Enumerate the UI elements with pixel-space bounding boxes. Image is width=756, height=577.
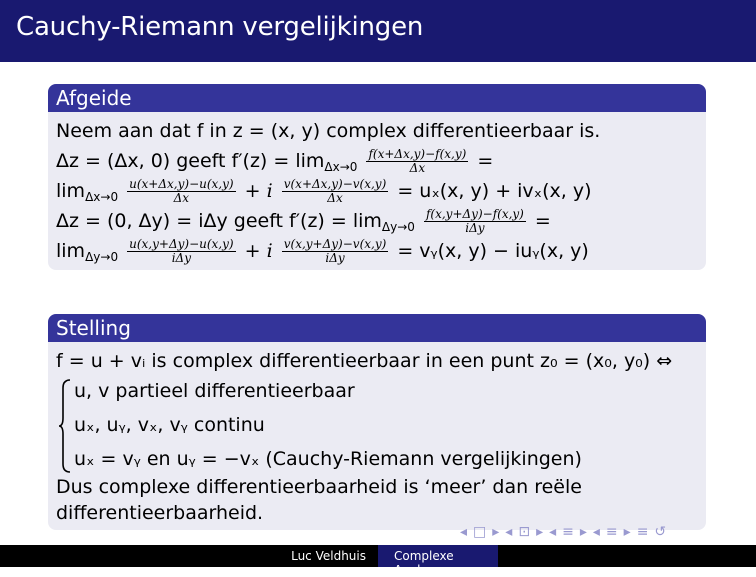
nav-next-doc-icon[interactable]: ▸ [623, 524, 631, 540]
fraction-b-den: Δx [173, 191, 190, 205]
stelling-line-3: differentieerbaarheid. [56, 502, 264, 524]
fraction-f-den: iΔy [325, 251, 345, 265]
nav-next-frame-icon[interactable]: ▸ [492, 524, 500, 540]
line3-result: = uₓ(x, y) + ivₓ(x, y) [397, 180, 592, 202]
block-stelling [48, 314, 706, 530]
case-3: uₓ = vᵧ en uᵧ = −vₓ (Cauchy-Riemann vergelijkingen) [74, 448, 582, 470]
nav-doc-icon[interactable]: ≡ [605, 524, 618, 540]
equals-sign: = [477, 150, 494, 172]
nav-subsection-icon[interactable]: ⊡ [518, 524, 531, 540]
case-2: uₓ, uᵧ, vₓ, vᵧ continu [74, 414, 265, 436]
line5-result: = vᵧ(x, y) − iuᵧ(x, y) [397, 240, 589, 262]
fraction-e [127, 238, 235, 265]
beamer-navigation-bar [460, 521, 666, 543]
block-body-stelling [48, 342, 706, 530]
afgeide-line-2 [56, 146, 698, 176]
fraction-d-num: f(x,y+Δy)−f(x,y) [425, 207, 524, 221]
nav-prev-frame-icon[interactable]: ◂ [460, 524, 468, 540]
block-title-afgeide: Afgeide [48, 84, 706, 112]
footer-title: Complexe Analyse [394, 549, 454, 577]
nav-next-section-icon[interactable]: ▸ [579, 524, 587, 540]
fraction-e-den: iΔy [171, 251, 191, 265]
block-body-afgeide [48, 112, 706, 270]
footer-author-box [0, 545, 378, 567]
fraction-b [127, 178, 235, 205]
line3-lim-sub: Δx→0 [85, 190, 119, 204]
line5-lim-sub: Δy→0 [85, 250, 119, 264]
equals-sign: = [534, 210, 551, 232]
line2-prefix: Δz = (Δx, 0) geeft f′(z) = lim [56, 150, 325, 172]
nav-prev-subsection-icon[interactable]: ◂ [505, 524, 513, 540]
fraction-a [366, 148, 468, 175]
stelling-line-1: f = u + vᵢ is complex differentieerbaar in een punt z₀ = (x₀, y₀) ⇔ [56, 350, 673, 372]
plus-i: + i [244, 180, 273, 202]
fraction-f [282, 238, 389, 265]
stelling-line-2: Dus complexe differentieerbaarheid is ‘meer’ dan reële [56, 476, 582, 498]
afgeide-line-1: Neem aan dat f in z = (x, y) complex differentieerbaar is. [56, 120, 601, 142]
page-title: Cauchy-Riemann vergelijkingen [16, 12, 424, 42]
nav-search-icon[interactable]: ↺ [654, 524, 667, 540]
fraction-c-num: v(x+Δx,y)−v(x,y) [283, 177, 387, 191]
frame-title-bar [0, 0, 756, 62]
block-title-stelling: Stelling [48, 314, 706, 342]
case-1: u, v partieel differentieerbaar [74, 380, 355, 402]
fraction-c-den: Δx [327, 191, 343, 205]
nav-section-icon[interactable]: ≡ [562, 524, 574, 540]
plus-i: + i [244, 240, 273, 262]
footer-author: Luc Veldhuis [291, 549, 366, 563]
fraction-d-den: iΔy [465, 221, 485, 235]
afgeide-line-3 [56, 176, 698, 206]
line5-lim: lim [56, 240, 86, 262]
nav-next-subsection-icon[interactable]: ▸ [536, 524, 544, 540]
block-afgeide [48, 84, 706, 270]
afgeide-line-4 [56, 206, 698, 236]
nav-prev-doc-icon[interactable]: ◂ [592, 524, 600, 540]
fraction-f-num: v(x,y+Δy)−v(x,y) [283, 237, 387, 251]
nav-prev-section-icon[interactable]: ◂ [549, 524, 557, 540]
left-brace-icon [58, 378, 72, 474]
footer-bar [0, 545, 756, 577]
fraction-b-num: u(x+Δx,y)−u(x,y) [129, 177, 234, 191]
fraction-d [424, 208, 526, 235]
afgeide-line-5 [56, 236, 698, 266]
line2-lim-sub: Δx→0 [324, 160, 358, 174]
line4-prefix: Δz = (0, Δy) = iΔy geeft f′(z) = lim [56, 210, 382, 232]
footer-title-box [378, 545, 498, 577]
fraction-a-den: Δx [409, 161, 426, 175]
conditions-cases [56, 376, 698, 474]
fraction-c [282, 178, 389, 205]
nav-appendix-icon[interactable]: ≡ [636, 524, 649, 540]
line3-lim: lim [56, 180, 86, 202]
fraction-e-num: u(x,y+Δy)−u(x,y) [129, 237, 234, 251]
nav-frame-icon[interactable]: □ [473, 524, 487, 540]
line4-lim-sub: Δy→0 [381, 220, 415, 234]
fraction-a-num: f(x+Δx,y)−f(x,y) [368, 147, 467, 161]
